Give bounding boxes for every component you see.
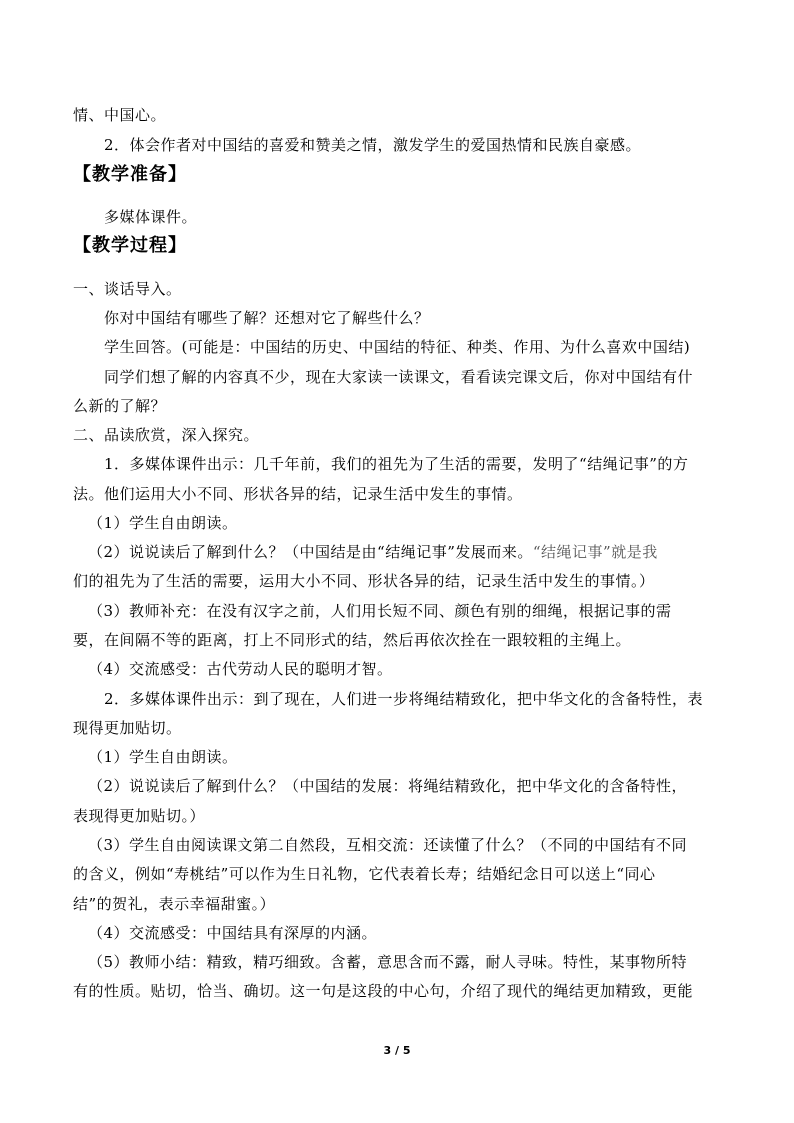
text-line: 现得更加贴切。 — [73, 719, 182, 737]
text-line: （4）交流感受：中国结具有深厚的内涵。 — [88, 924, 378, 942]
text-line: 法。他们运用大小不同、形状各异的结，记录生活中发生的事情。 — [73, 485, 523, 503]
text-line: 要，在间隔不等的距离，打上不同形式的结，然后再依次拴在一跟较粗的主绳上。 — [73, 631, 632, 649]
text-segment: （2）说说读后了解到什么？（中国结是由“结绳记事”发展而来。 — [88, 543, 533, 561]
text-line: （3）教师补充：在没有汉字之前，人们用长短不同、颜色有别的细绳，根据记事的需 — [88, 602, 672, 620]
text-line: 们的祖先为了生活的需要，运用大小不同、形状各异的结，记录生活中发生的事情。） — [73, 572, 655, 590]
text-line: 么新的了解？ — [73, 397, 167, 415]
text-line: 1．多媒体课件出示：几千年前，我们的祖先为了生活的需要，发明了“结绳记事”的方 — [104, 455, 689, 473]
text-line: 同学们想了解的内容真不少，现在大家读一读课文，看看读完课文后，你对中国结有什 — [104, 368, 694, 386]
text-line: 表现得更加贴切。） — [73, 807, 206, 825]
text-line: （4）交流感受：古代劳动人民的聪明才智。 — [88, 660, 393, 678]
text-line: 有的性质。贴切，恰当、确切。这一句是这段的中心句，介绍了现代的绳结更加精致，更能 — [73, 982, 694, 1000]
text-line: （1）学生自由朗读。 — [88, 514, 238, 532]
text-line: （3）学生自由阅读课文第二自然段，互相交流：还读懂了什么？（不同的中国结有不同 — [88, 836, 688, 854]
objective-2: 2．体会作者对中国结的喜爱和赞美之情，激发学生的爱国热情和民族自豪感。 — [104, 136, 642, 154]
section-heading-preparation: 【教学准备】 — [73, 164, 187, 185]
text-line — [88, 541, 748, 563]
text-line: 的含义，例如“寿桃结”可以作为生日礼物，它代表着长寿；结婚纪念日可以送上“同心 — [73, 865, 656, 883]
section-heading-process: 【教学过程】 — [73, 235, 187, 256]
text-line: 结”的贺礼，表示幸福甜蜜。） — [73, 895, 276, 913]
text-segment-gray: “结绳记事”就是我 — [532, 543, 658, 561]
text-line: 2．多媒体课件出示：到了现在，人们进一步将绳结精致化，把中华文化的含备特性，表 — [104, 690, 704, 708]
step-heading-1: 一、谈话导入。 — [73, 280, 182, 298]
text-line: （5）教师小结：精致，精巧细致。含蓄，意思含而不露，耐人寻味。特性，某事物所特 — [88, 953, 688, 971]
text-line: 多媒体课件。 — [104, 208, 198, 226]
text-line: 学生回答。(可能是：中国结的历史、中国结的特征、种类、作用、为什么喜欢中国结) — [104, 338, 691, 356]
text-line: 你对中国结有哪些了解？还想对它了解些什么？ — [104, 309, 430, 327]
text-line: （2）说说读后了解到什么？（中国结的发展：将绳结精致化，把中华文化的含备特性， — [88, 777, 688, 795]
text-line: （1）学生自由朗读。 — [88, 748, 238, 766]
text-line: 情、中国心。 — [73, 106, 167, 124]
step-heading-2: 二、品读欣赏，深入探究。 — [73, 426, 260, 444]
page-number: 3 / 5 — [383, 1044, 411, 1057]
